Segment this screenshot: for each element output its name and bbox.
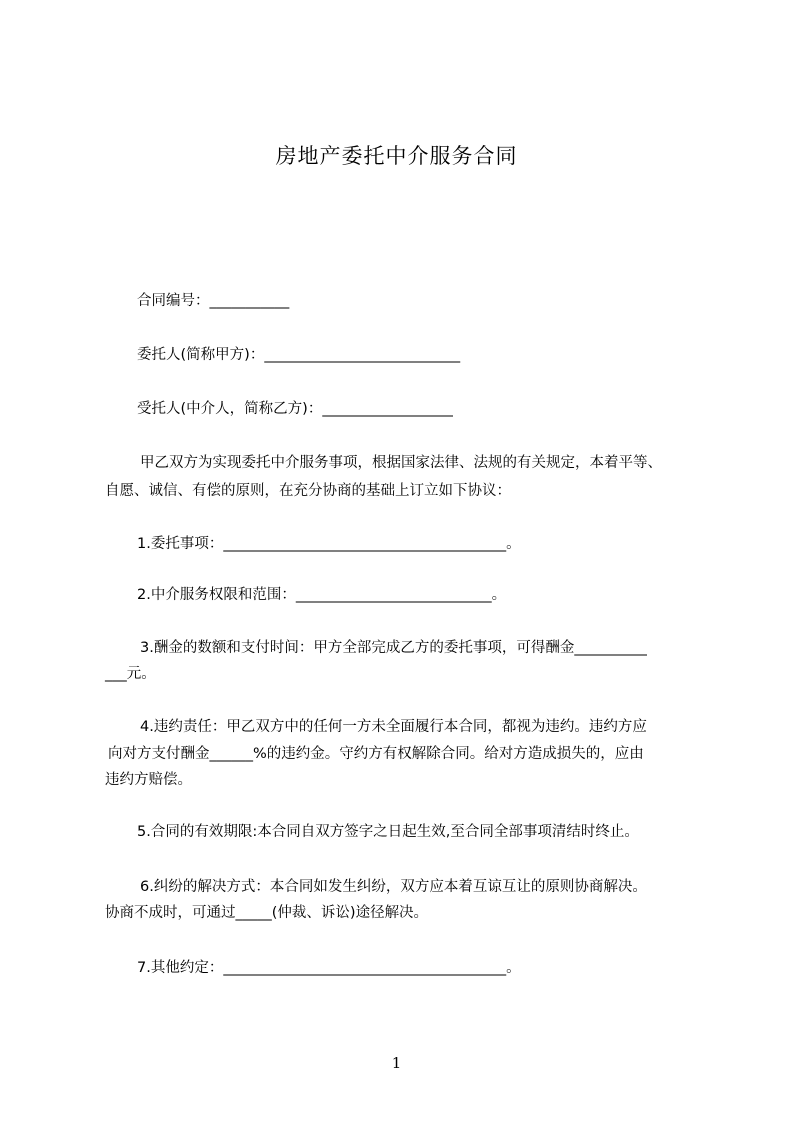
agent-field: 受托人(中介人，简称乙方)：__________________ — [137, 401, 453, 417]
preamble-line-2: 自愿、诚信、有偿的原则，在充分协商的基础上订立如下协议： — [105, 483, 511, 499]
principal-field: 委托人(简称甲方)：___________________________ — [137, 347, 461, 363]
clause-2: 2.中介服务权限和范围：___________________________。 — [137, 587, 507, 603]
page-number: 1 — [391, 1054, 402, 1072]
clause-5: 5.合同的有效期限:本合同自双方签字之日起生效,至合同全部事项清结时终止。 — [137, 824, 639, 840]
clause-6-line-2: 协商不成时，可通过_____(仲裁、诉讼)途径解决。 — [105, 905, 429, 921]
clause-6-line-1: 6.纠纷的解决方式：本合同如发生纠纷，双方应本着互谅互让的原则协商解决。 — [140, 879, 647, 895]
clause-4-line-2: 向对方支付酬金______%的违约金。守约方有权解除合同。给对方造成损失的，应由 — [108, 746, 644, 762]
clause-4-line-1: 4.违约责任：甲乙双方中的任何一方未全面履行本合同，都视为违约。违约方应 — [140, 719, 647, 735]
clause-4-line-3: 违约方赔偿。 — [105, 772, 192, 788]
contract-number-field: 合同编号：___________ — [137, 293, 290, 309]
clause-1: 1.委托事项：_______________________________________。 — [137, 536, 521, 552]
clause-3-line-1: 3.酬金的数额和支付时间：甲方全部完成乙方的委托事项，可得酬金__________ — [140, 640, 647, 656]
preamble-line-1: 甲乙双方为实现委托中介服务事项，根据国家法律、法规的有关规定，本着平等、 — [140, 455, 662, 471]
document-title: 房地产委托中介服务合同 — [275, 144, 518, 168]
clause-3-line-2: ___元。 — [105, 666, 156, 682]
clause-7: 7.其他约定：_______________________________________。 — [137, 960, 521, 976]
